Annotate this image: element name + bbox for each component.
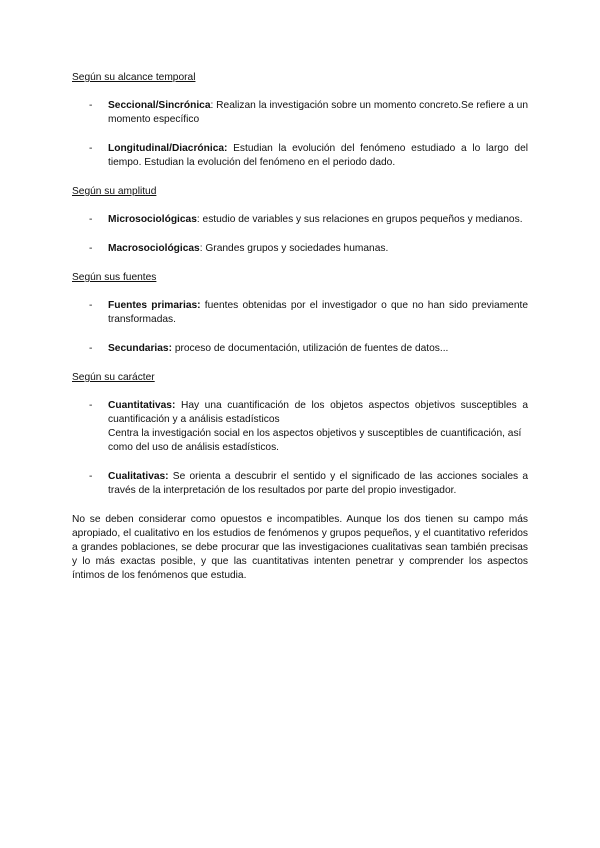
dash-bullet: - <box>89 214 93 225</box>
item-term: Macrosociológicas <box>108 243 200 254</box>
item-term: Secundarias: <box>108 343 172 354</box>
item-text: proceso de documentación, utilización de fuentes de datos... <box>171 343 449 354</box>
item-text: fuentes obtenidas por el investigador o que no han sido previamente transformadas. <box>108 300 529 325</box>
item-text: Estudian la evolución del fenómeno estudiado a lo largo del tiempo. Estudian la evolución del fenómeno en el periodo dado. <box>108 143 528 168</box>
dash-bullet: - <box>89 143 93 154</box>
section-temporal <box>72 71 528 170</box>
section-heading: Según su amplitud <box>72 186 157 197</box>
item-extra-text: Centra la investigación social en los aspectos objetivos y susceptibles de cuantificación, así como del uso de análisis estadísticos. <box>108 428 522 453</box>
dash-bullet: - <box>89 343 93 354</box>
section-heading: Según su alcance temporal <box>72 72 196 83</box>
item-text: Hay una cuantificación de los objetos aspectos objetivos susceptibles a cuantificación y a análisis estadísticos <box>108 400 528 425</box>
list-item <box>72 213 528 227</box>
dash-bullet: - <box>89 100 93 111</box>
section-fuentes <box>72 271 528 356</box>
list-item <box>72 399 528 455</box>
item-term: Fuentes primarias: <box>108 300 201 311</box>
conclusion-paragraph: No se deben considerar como opuestos e incompatibles. Aunque los dos tienen su campo más apropiado, el cualitativo en los estudios de fenómenos y grupos pequeños, y el cuantitativo referidos a grandes poblaciones, se debe procurar que las investigaciones cualitativas sean también precisas y lo más exactas posible, y que las cuantitativas intenten penetrar y comprender los aspectos íntimos de los fenómenos que estudia. <box>72 514 528 581</box>
list-item <box>72 299 528 327</box>
item-text: Se orienta a descubrir el sentido y el significado de las acciones sociales a través de la interpretación de los resultados por parte del propio investigador. <box>108 471 528 496</box>
list-item <box>72 342 528 356</box>
item-term: Seccional/Sincrónica <box>108 100 211 111</box>
section-amplitud <box>72 185 528 256</box>
dash-bullet: - <box>89 400 93 411</box>
section-heading: Según sus fuentes <box>72 272 157 283</box>
section-heading: Según su carácter <box>72 372 155 383</box>
dash-bullet: - <box>89 300 93 311</box>
list-item <box>72 99 528 127</box>
document-page <box>72 71 528 583</box>
item-term: Cuantitativas: <box>108 400 176 411</box>
list-item <box>72 470 528 498</box>
list-item <box>72 142 528 170</box>
dash-bullet: - <box>89 471 93 482</box>
item-term: Microsociológicas <box>108 214 197 225</box>
item-term: Cualitativas: <box>108 471 169 482</box>
dash-bullet: - <box>89 243 93 254</box>
list-item <box>72 242 528 256</box>
section-caracter <box>72 371 528 498</box>
item-term: Longitudinal/Diacrónica: <box>108 143 228 154</box>
item-text: : Realizan la investigación sobre un momento concreto.Se refiere a un momento específico <box>108 100 528 125</box>
item-text: : estudio de variables y sus relaciones en grupos pequeños y medianos. <box>196 214 523 225</box>
item-text: : Grandes grupos y sociedades humanas. <box>199 243 389 254</box>
